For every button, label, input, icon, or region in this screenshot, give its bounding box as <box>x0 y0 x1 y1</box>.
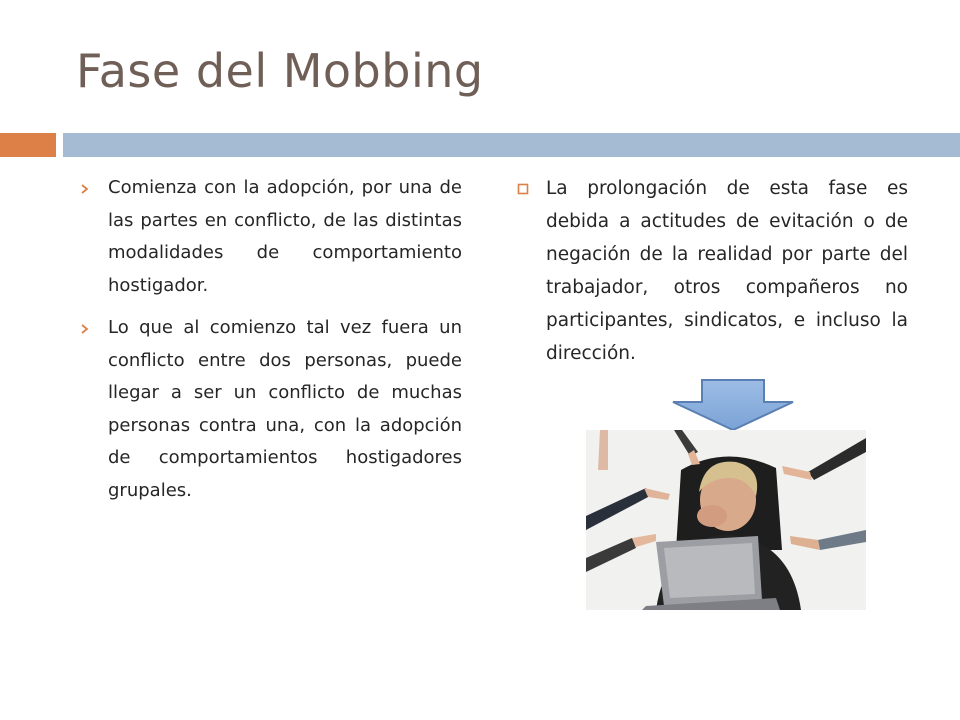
accent-bar <box>0 133 56 157</box>
list-item <box>78 312 462 507</box>
slide-title: Fase del Mobbing <box>76 44 484 98</box>
mobbing-photo <box>586 430 866 610</box>
header-bar <box>63 133 960 157</box>
right-bullet-list <box>516 172 908 380</box>
chevron-right-icon <box>78 312 92 345</box>
square-bullet-icon <box>516 172 530 205</box>
list-item-text: Comienza con la adopción, por una de las partes en conflicto, de las distintas modalidades de comportamiento hostigador. <box>108 177 462 296</box>
list-item <box>78 172 462 302</box>
arrow-down-icon <box>670 378 796 432</box>
list-item <box>516 172 908 370</box>
list-item-text: La prolongación de esta fase es debida a actitudes de evitación o de negación de la realidad por parte del trabajador, otros compañeros no participantes, sindicatos, e incluso la dirección. <box>546 178 908 364</box>
chevron-right-icon <box>78 172 92 205</box>
left-bullet-list <box>78 172 462 517</box>
list-item-text: Lo que al comienzo tal vez fuera un conflicto entre dos personas, puede llegar a ser un conflicto de muchas personas contra una, con la adopción de comportamientos hostigadores grupales. <box>108 317 462 501</box>
